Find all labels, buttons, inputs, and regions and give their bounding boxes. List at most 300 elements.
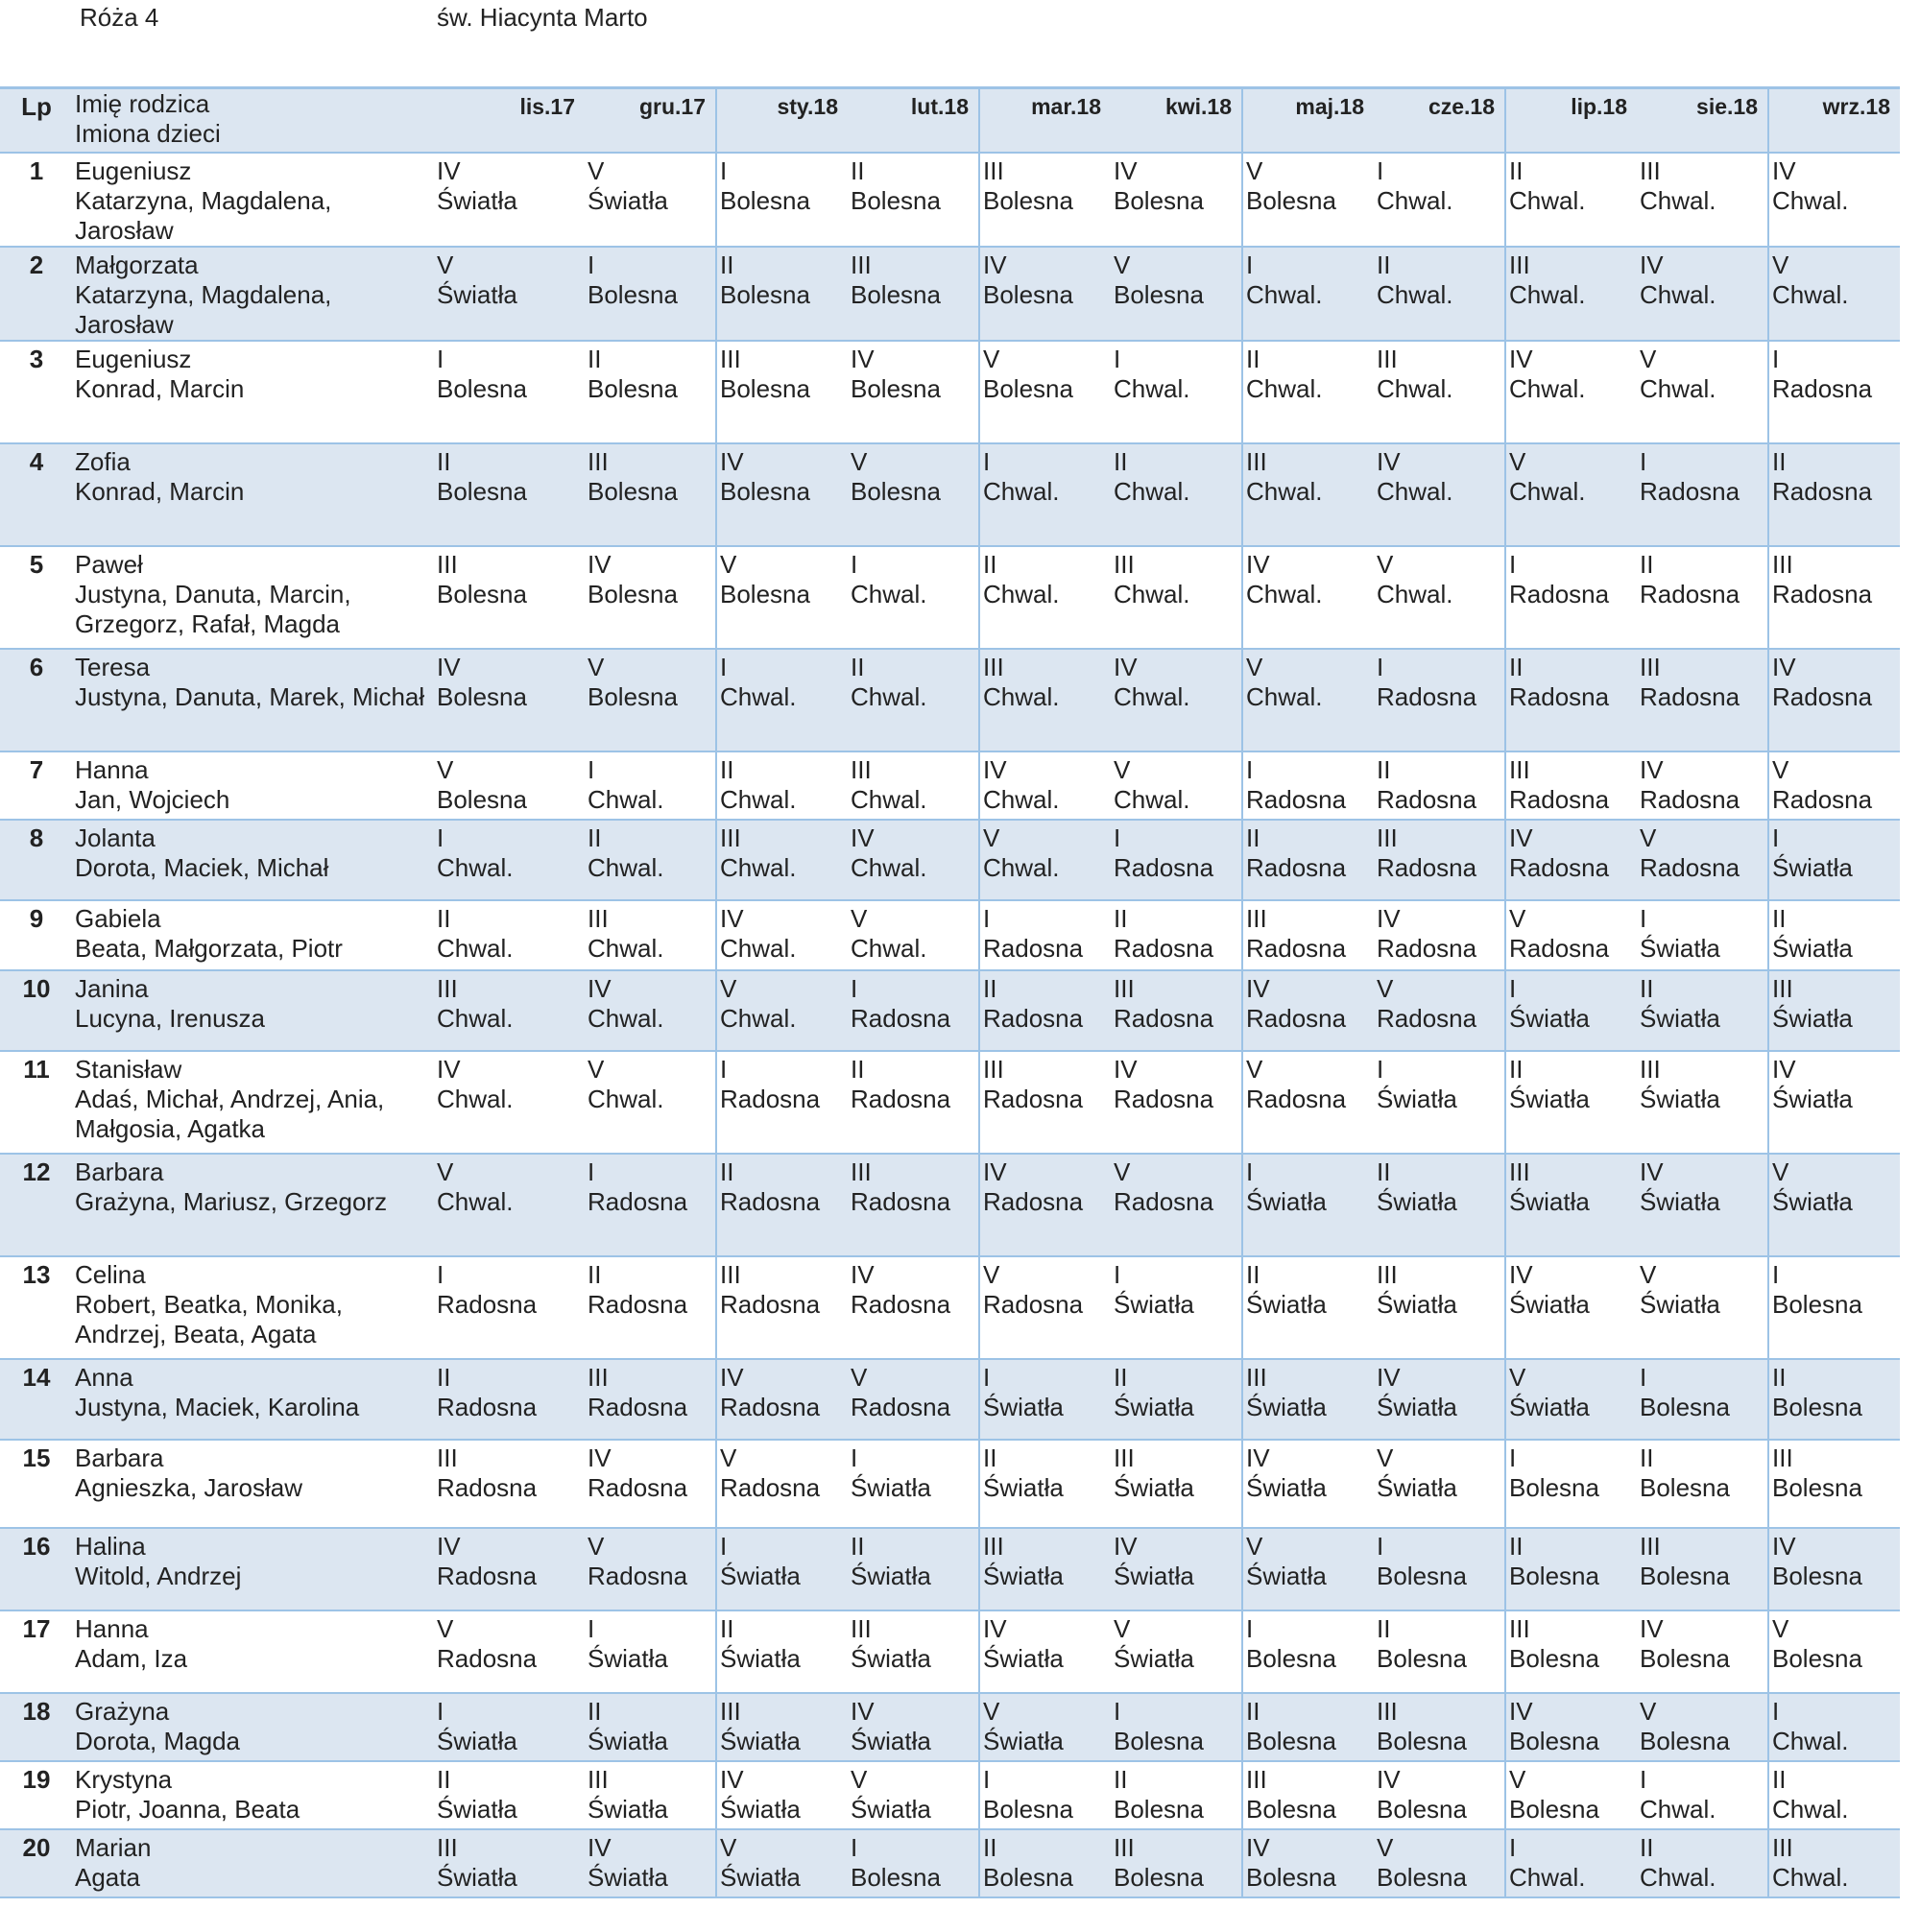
mystery-part: Bolesna (983, 1863, 1073, 1892)
children-names: Adaś, Michał, Andrzej, Ania, Małgosia, Agatka (75, 1085, 385, 1143)
mystery-number: II (983, 550, 997, 579)
mystery-part: Światła (851, 1562, 931, 1590)
mystery-part: Radosna (983, 1290, 1084, 1319)
parent-name: Jolanta (75, 823, 156, 852)
mystery-cell (716, 1051, 848, 1154)
mystery-part: Chwal. (1509, 186, 1586, 215)
mystery-part: Światła (1640, 1187, 1720, 1216)
mystery-cell (979, 1256, 1111, 1359)
mystery-number: II (1509, 156, 1524, 185)
mystery-part: Światła (1509, 1393, 1590, 1421)
mystery-number: III (1509, 1157, 1530, 1186)
row-number: 5 (29, 550, 44, 579)
mystery-number: III (1509, 755, 1530, 784)
mystery-cell (716, 820, 848, 900)
mystery-number: V (588, 653, 605, 681)
mystery-number: III (1114, 550, 1135, 579)
mystery-cell (434, 1359, 585, 1440)
mystery-cell (979, 1154, 1111, 1256)
mystery-number: IV (983, 1614, 1007, 1643)
mystery-number: V (1377, 1833, 1394, 1862)
mystery-number: V (1246, 653, 1263, 681)
mystery-part: Chwal. (1377, 186, 1453, 215)
table-row (0, 900, 1900, 970)
mystery-number: IV (851, 823, 875, 852)
mystery-cell (1505, 1256, 1637, 1359)
mystery-cell (1242, 970, 1374, 1051)
mystery-number: I (983, 447, 991, 476)
mystery-number: III (983, 653, 1004, 681)
mystery-number: IV (1114, 1055, 1138, 1084)
row-number: 2 (29, 250, 44, 279)
mystery-number: IV (720, 447, 744, 476)
mystery-part: Światła (1114, 1644, 1194, 1673)
mystery-cell (1768, 1256, 1900, 1359)
mystery-cell (1374, 341, 1505, 443)
mystery-part: Radosna (588, 1473, 688, 1502)
mystery-cell (585, 900, 716, 970)
mystery-number: I (1246, 755, 1254, 784)
names-cell (73, 1693, 434, 1761)
mystery-part: Radosna (851, 1290, 951, 1319)
mystery-part: Bolesna (720, 477, 810, 506)
mystery-part: Chwal. (983, 682, 1060, 711)
mystery-number: I (588, 250, 595, 279)
mystery-part: Bolesna (1377, 1644, 1467, 1673)
table-row (0, 1528, 1900, 1610)
mystery-part: Bolesna (1509, 1644, 1599, 1673)
mystery-part: Chwal. (983, 785, 1060, 814)
mystery-cell (1374, 1256, 1505, 1359)
mystery-part: Radosna (1772, 374, 1873, 403)
mystery-number: III (720, 1260, 741, 1289)
mystery-part: Bolesna (1509, 1727, 1599, 1755)
table-row (0, 649, 1900, 751)
parent-name: Paweł (75, 550, 143, 579)
mystery-number: II (1246, 1260, 1260, 1289)
mystery-cell (434, 1528, 585, 1610)
mystery-part: Radosna (720, 1187, 821, 1216)
mystery-cell (1242, 1528, 1374, 1610)
mystery-cell (848, 1693, 979, 1761)
mystery-number: I (1509, 550, 1517, 579)
mystery-cell (979, 341, 1111, 443)
mystery-number: I (851, 1443, 858, 1472)
mystery-cell (1505, 1440, 1637, 1528)
row-number: 12 (22, 1157, 51, 1186)
mystery-part: Bolesna (851, 477, 941, 506)
mystery-number: V (437, 1614, 454, 1643)
mystery-number: III (437, 1443, 458, 1472)
mystery-number: III (588, 904, 609, 933)
mystery-part: Bolesna (1246, 1863, 1336, 1892)
mystery-number: I (1640, 1765, 1647, 1794)
mystery-cell (716, 900, 848, 970)
mystery-number: IV (851, 345, 875, 373)
children-names: Lucyna, Irenusza (75, 1004, 266, 1033)
mystery-cell (1111, 900, 1242, 970)
mystery-number: IV (851, 1260, 875, 1289)
header-lp: Lp (21, 92, 52, 121)
mystery-number: IV (720, 904, 744, 933)
header-month: lis.17 (519, 94, 575, 119)
parent-name: Hanna (75, 755, 149, 784)
table-row (0, 820, 1900, 900)
mystery-number: V (1772, 755, 1789, 784)
mystery-cell (1505, 1761, 1637, 1829)
mystery-part: Chwal. (1114, 785, 1190, 814)
mystery-part: Światła (437, 280, 517, 309)
mystery-number: IV (588, 550, 612, 579)
mystery-cell (1111, 1256, 1242, 1359)
mystery-part: Radosna (1377, 682, 1477, 711)
mystery-number: IV (1246, 550, 1270, 579)
mystery-number: I (588, 1157, 595, 1186)
mystery-part: Chwal. (437, 1187, 514, 1216)
mystery-number: II (437, 904, 451, 933)
mystery-part: Światła (1772, 934, 1853, 963)
mystery-number: I (1509, 1443, 1517, 1472)
mystery-number: II (1246, 823, 1260, 852)
mystery-part: Radosna (720, 1393, 821, 1421)
mystery-number: I (1377, 1055, 1384, 1084)
mystery-number: I (437, 1260, 444, 1289)
mystery-number: II (1640, 1443, 1654, 1472)
mystery-cell (1505, 900, 1637, 970)
mystery-cell (1242, 1154, 1374, 1256)
mystery-part: Radosna (1246, 853, 1347, 882)
mystery-part: Światła (1772, 1004, 1853, 1033)
mystery-cell (979, 1359, 1111, 1440)
mystery-cell (585, 751, 716, 820)
children-names: Piotr, Joanna, Beata (75, 1795, 300, 1824)
mystery-part: Chwal. (1246, 682, 1323, 711)
mystery-number: IV (437, 156, 461, 185)
mystery-cell (1111, 1440, 1242, 1528)
mystery-part: Bolesna (851, 280, 941, 309)
mystery-part: Radosna (1509, 934, 1610, 963)
mystery-number: III (983, 156, 1004, 185)
mystery-cell (1242, 1761, 1374, 1829)
mystery-number: III (720, 345, 741, 373)
children-names: Konrad, Marcin (75, 477, 245, 506)
mystery-part: Chwal. (720, 853, 797, 882)
mystery-number: I (1772, 345, 1780, 373)
mystery-cell (585, 1610, 716, 1693)
names-cell (73, 153, 434, 247)
mystery-part: Bolesna (1114, 1727, 1204, 1755)
mystery-number: I (1377, 156, 1384, 185)
mystery-cell (1505, 546, 1637, 649)
mystery-part: Światła (1509, 1004, 1590, 1033)
mystery-number: II (437, 1765, 451, 1794)
patron-name: św. Hiacynta Marto (437, 3, 648, 32)
mystery-number: II (720, 1614, 734, 1643)
mystery-cell (1505, 1610, 1637, 1693)
mystery-number: V (1377, 1443, 1394, 1472)
mystery-cell (716, 443, 848, 546)
mystery-cell (1111, 247, 1242, 341)
mystery-number: V (1772, 1614, 1789, 1643)
children-names: Katarzyna, Magdalena, Jarosław (75, 280, 332, 339)
mystery-part: Światła (588, 186, 668, 215)
parent-name: Halina (75, 1532, 146, 1561)
mystery-part: Światła (1772, 853, 1853, 882)
mystery-cell (979, 820, 1111, 900)
mystery-number: I (1509, 974, 1517, 1003)
mystery-part: Światła (851, 1644, 931, 1673)
mystery-number: I (1377, 1532, 1384, 1561)
row-number: 18 (22, 1697, 51, 1726)
mystery-number: IV (1509, 345, 1533, 373)
mystery-cell (1111, 1610, 1242, 1693)
mystery-part: Radosna (983, 934, 1084, 963)
mystery-cell (434, 1761, 585, 1829)
names-cell (73, 247, 434, 341)
mystery-part: Radosna (437, 1473, 538, 1502)
row-number: 20 (22, 1833, 51, 1862)
mystery-cell (1111, 1693, 1242, 1761)
mystery-part: Światła (1377, 1187, 1457, 1216)
mystery-number: V (720, 1833, 737, 1862)
mystery-cell (716, 341, 848, 443)
parent-name: Stanisław (75, 1055, 182, 1084)
mystery-cell (1242, 1693, 1374, 1761)
mystery-cell (585, 970, 716, 1051)
mystery-cell (848, 751, 979, 820)
mystery-cell (434, 900, 585, 970)
names-cell (73, 1359, 434, 1440)
mystery-cell (1505, 820, 1637, 900)
mystery-cell (848, 153, 979, 247)
mystery-cell (585, 1829, 716, 1897)
mystery-part: Radosna (1640, 682, 1740, 711)
mystery-part: Bolesna (1114, 1795, 1204, 1824)
mystery-cell (1374, 820, 1505, 900)
mystery-part: Radosna (1640, 477, 1740, 506)
mystery-cell (716, 1610, 848, 1693)
mystery-cell (1374, 1761, 1505, 1829)
mystery-cell (1768, 649, 1900, 751)
mystery-number: V (1377, 550, 1394, 579)
mystery-part: Chwal. (1772, 280, 1849, 309)
mystery-part: Chwal. (1509, 280, 1586, 309)
mystery-cell (1242, 1359, 1374, 1440)
names-cell (73, 1610, 434, 1693)
mystery-cell (848, 1051, 979, 1154)
mystery-cell (1637, 1051, 1768, 1154)
names-cell (73, 751, 434, 820)
mystery-number: III (1377, 1697, 1398, 1726)
mystery-part: Chwal. (437, 1085, 514, 1113)
parent-name: Celina (75, 1260, 146, 1289)
mystery-cell (848, 1256, 979, 1359)
mystery-part: Radosna (1772, 785, 1873, 814)
mystery-number: IV (720, 1363, 744, 1392)
mystery-cell (1768, 1528, 1900, 1610)
mystery-part: Światła (1509, 1085, 1590, 1113)
mystery-part: Bolesna (1509, 1795, 1599, 1824)
mystery-number: I (851, 1833, 858, 1862)
mystery-cell (1111, 1829, 1242, 1897)
mystery-number: I (720, 1055, 728, 1084)
mystery-cell (1111, 341, 1242, 443)
children-names: Robert, Beatka, Monika, Andrzej, Beata, Agata (75, 1290, 343, 1348)
row-number: 3 (29, 345, 44, 373)
children-names: Grażyna, Mariusz, Grzegorz (75, 1187, 388, 1216)
mystery-part: Radosna (983, 1085, 1084, 1113)
mystery-cell (1505, 1051, 1637, 1154)
mystery-part: Światła (1246, 1473, 1327, 1502)
mystery-cell (848, 341, 979, 443)
mystery-part: Światła (720, 1795, 801, 1824)
names-cell (73, 970, 434, 1051)
mystery-cell (585, 1051, 716, 1154)
mystery-part: Światła (437, 1795, 517, 1824)
mystery-cell (434, 341, 585, 443)
mystery-part: Bolesna (1377, 1727, 1467, 1755)
mystery-number: IV (1114, 653, 1138, 681)
mystery-number: I (1114, 345, 1121, 373)
mystery-cell (1768, 1440, 1900, 1528)
children-names: Dorota, Magda (75, 1727, 240, 1755)
mystery-part: Chwal. (1246, 280, 1323, 309)
mystery-part: Bolesna (983, 280, 1073, 309)
mystery-number: V (851, 447, 868, 476)
mystery-part: Światła (1509, 1290, 1590, 1319)
mystery-part: Bolesna (1640, 1473, 1730, 1502)
mystery-number: I (1640, 1363, 1647, 1392)
mystery-cell (848, 649, 979, 751)
header-month: gru.17 (638, 94, 706, 119)
mystery-number: III (1114, 1443, 1135, 1472)
mystery-cell (1768, 900, 1900, 970)
mystery-cell (979, 1440, 1111, 1528)
mystery-number: II (1772, 904, 1787, 933)
mystery-cell (1374, 546, 1505, 649)
table-row (0, 1359, 1900, 1440)
mystery-number: III (851, 1157, 872, 1186)
mystery-part: Bolesna (1246, 1795, 1336, 1824)
children-names: Adam, Iza (75, 1644, 188, 1673)
mystery-cell (1768, 1359, 1900, 1440)
mystery-number: II (588, 823, 602, 852)
row-number: 10 (22, 974, 51, 1003)
mystery-cell (1242, 1610, 1374, 1693)
mystery-cell (1242, 247, 1374, 341)
mystery-part: Chwal. (1114, 477, 1190, 506)
mystery-number: V (1114, 250, 1131, 279)
mystery-part: Radosna (1509, 785, 1610, 814)
children-names: Agnieszka, Jarosław (75, 1473, 302, 1502)
mystery-cell (1637, 751, 1768, 820)
mystery-part: Bolesna (1377, 1795, 1467, 1824)
mystery-part: Światła (983, 1473, 1064, 1502)
mystery-part: Światła (437, 1863, 517, 1892)
mystery-number: II (1772, 1363, 1787, 1392)
rosary-group-title: Róża 4 (80, 3, 159, 32)
header-month: kwi.18 (1164, 94, 1232, 119)
parent-name: Teresa (75, 653, 151, 681)
header-month: sty.18 (716, 88, 848, 154)
mystery-part: Chwal. (437, 853, 514, 882)
mystery-part: Światła (1377, 1393, 1457, 1421)
mystery-cell (585, 1761, 716, 1829)
mystery-number: V (983, 823, 1000, 852)
mystery-cell (1111, 546, 1242, 649)
names-cell (73, 546, 434, 649)
header-month: lip.18 (1505, 88, 1637, 154)
mystery-number: II (1640, 1833, 1654, 1862)
names-cell (73, 1051, 434, 1154)
names-cell (73, 1528, 434, 1610)
mystery-cell (848, 1829, 979, 1897)
mystery-cell (979, 970, 1111, 1051)
parent-name: Grażyna (75, 1697, 170, 1726)
mystery-number: IV (588, 974, 612, 1003)
mystery-cell (1374, 1154, 1505, 1256)
mystery-part: Bolesna (983, 186, 1073, 215)
mystery-part: Radosna (1246, 1085, 1347, 1113)
mystery-cell (1242, 443, 1374, 546)
mystery-number: I (1772, 1697, 1780, 1726)
parent-name: Eugeniusz (75, 156, 192, 185)
mystery-part: Radosna (437, 1644, 538, 1673)
mystery-part: Chwal. (1772, 1795, 1849, 1824)
mystery-part: Światła (1246, 1290, 1327, 1319)
header-names (73, 88, 434, 154)
mystery-cell (716, 1829, 848, 1897)
mystery-cell (848, 247, 979, 341)
mystery-number: V (720, 550, 737, 579)
mystery-cell (1374, 1610, 1505, 1693)
mystery-cell (1505, 970, 1637, 1051)
mystery-number: V (851, 1363, 868, 1392)
mystery-part: Radosna (1772, 477, 1873, 506)
mystery-number: II (437, 447, 451, 476)
mystery-cell (1505, 1359, 1637, 1440)
mystery-part: Radosna (1114, 1085, 1214, 1113)
mystery-cell (716, 1761, 848, 1829)
mystery-cell (434, 970, 585, 1051)
mystery-part: Bolesna (588, 580, 678, 608)
mystery-number: II (1640, 550, 1654, 579)
mystery-cell (716, 1256, 848, 1359)
mystery-cell (1768, 341, 1900, 443)
mystery-part: Światła (1246, 1562, 1327, 1590)
mystery-number: III (851, 755, 872, 784)
mystery-part: Chwal. (588, 934, 664, 963)
mystery-number: II (1246, 1697, 1260, 1726)
mystery-cell (848, 443, 979, 546)
mystery-cell (1242, 820, 1374, 900)
mystery-part: Światła (1772, 1187, 1853, 1216)
mystery-cell (1637, 247, 1768, 341)
mystery-number: I (1640, 904, 1647, 933)
row-number: 6 (29, 653, 44, 681)
mystery-cell (716, 153, 848, 247)
mystery-cell (716, 751, 848, 820)
mystery-cell (979, 751, 1111, 820)
mystery-cell (716, 1440, 848, 1528)
mystery-part: Radosna (720, 1473, 821, 1502)
mystery-number: III (588, 447, 609, 476)
mystery-number: IV (1114, 156, 1138, 185)
mystery-part: Bolesna (1509, 1562, 1599, 1590)
mystery-number: II (1114, 1363, 1128, 1392)
mystery-number: I (1772, 1260, 1780, 1289)
mystery-part: Chwal. (720, 934, 797, 963)
